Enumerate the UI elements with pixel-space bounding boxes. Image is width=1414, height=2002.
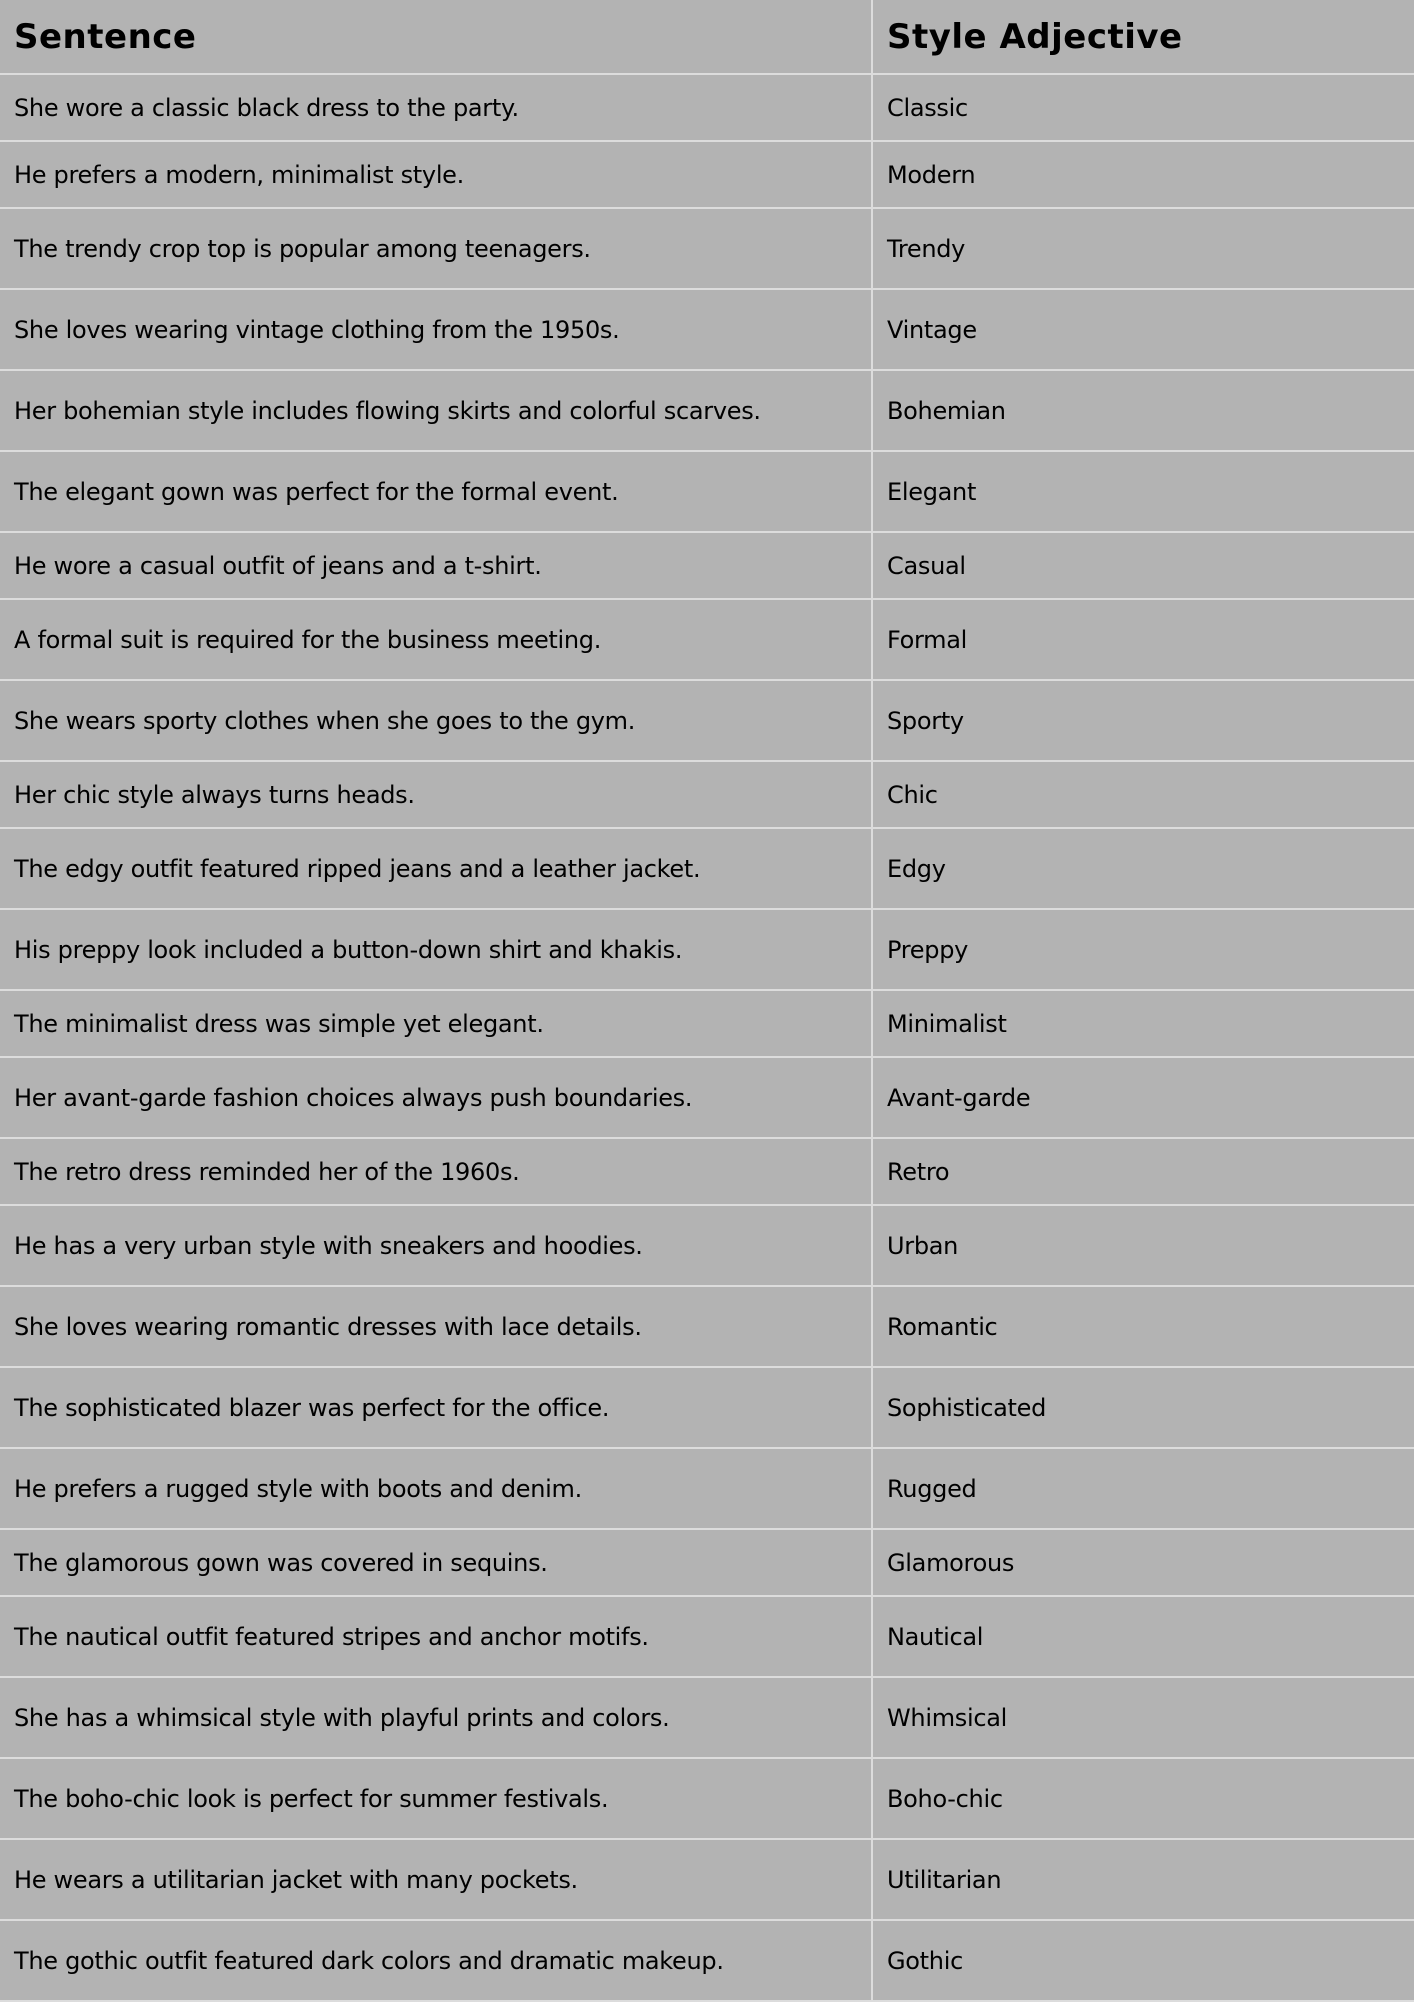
table-row [0, 990, 1414, 1057]
style-adjective-cell: Chic [872, 761, 1414, 828]
table-row [0, 1596, 1414, 1677]
sentence-cell: The boho-chic look is perfect for summer festivals. [0, 1758, 872, 1839]
style-adjective-cell: Preppy [872, 909, 1414, 990]
style-adjective-cell: Elegant [872, 451, 1414, 532]
sentence-cell: He prefers a rugged style with boots and denim. [0, 1448, 872, 1529]
style-adjective-cell: Retro [872, 1138, 1414, 1205]
style-adjective-cell: Edgy [872, 828, 1414, 909]
sentence-cell: The elegant gown was perfect for the formal event. [0, 451, 872, 532]
table-row [0, 1839, 1414, 1920]
sentence-cell: Her chic style always turns heads. [0, 761, 872, 828]
header-row [0, 0, 1414, 74]
style-adjective-cell: Gothic [872, 1920, 1414, 2001]
style-adjective-cell: Modern [872, 141, 1414, 208]
table-row [0, 1529, 1414, 1596]
style-adjective-cell: Glamorous [872, 1529, 1414, 1596]
column-header-sentence: Sentence [0, 0, 872, 74]
table-row [0, 1448, 1414, 1529]
style-adjective-cell: Whimsical [872, 1677, 1414, 1758]
style-adjective-cell: Vintage [872, 289, 1414, 370]
style-adjective-cell: Nautical [872, 1596, 1414, 1677]
table-row [0, 532, 1414, 599]
style-adjective-cell: Urban [872, 1205, 1414, 1286]
table-row [0, 761, 1414, 828]
table-row [0, 370, 1414, 451]
table-row [0, 1677, 1414, 1758]
style-adjective-cell: Minimalist [872, 990, 1414, 1057]
column-header-style-adjective: Style Adjective [872, 0, 1414, 74]
sentence-cell: He prefers a modern, minimalist style. [0, 141, 872, 208]
style-adjective-cell: Sporty [872, 680, 1414, 761]
sentence-cell: The minimalist dress was simple yet elegant. [0, 990, 872, 1057]
table-body [0, 74, 1414, 2001]
table-row [0, 828, 1414, 909]
table-row [0, 1920, 1414, 2001]
style-adjective-cell: Boho-chic [872, 1758, 1414, 1839]
table-row [0, 74, 1414, 141]
sentence-cell: She loves wearing romantic dresses with lace details. [0, 1286, 872, 1367]
table-row [0, 1286, 1414, 1367]
table-row [0, 208, 1414, 289]
style-adjective-cell: Bohemian [872, 370, 1414, 451]
sentence-cell: She loves wearing vintage clothing from the 1950s. [0, 289, 872, 370]
sentence-cell: She wears sporty clothes when she goes to the gym. [0, 680, 872, 761]
table-row [0, 289, 1414, 370]
style-adjective-cell: Trendy [872, 208, 1414, 289]
style-adjective-cell: Sophisticated [872, 1367, 1414, 1448]
table-row [0, 1367, 1414, 1448]
sentence-cell: He wore a casual outfit of jeans and a t-shirt. [0, 532, 872, 599]
table-row [0, 909, 1414, 990]
style-adjective-cell: Romantic [872, 1286, 1414, 1367]
sentence-cell: Her avant-garde fashion choices always push boundaries. [0, 1057, 872, 1138]
style-adjective-cell: Rugged [872, 1448, 1414, 1529]
table-row [0, 1057, 1414, 1138]
sentence-cell: His preppy look included a button-down shirt and khakis. [0, 909, 872, 990]
style-adjective-cell: Classic [872, 74, 1414, 141]
table-row [0, 1138, 1414, 1205]
sentence-cell: The nautical outfit featured stripes and anchor motifs. [0, 1596, 872, 1677]
sentence-cell: The sophisticated blazer was perfect for the office. [0, 1367, 872, 1448]
sentence-cell: The trendy crop top is popular among teenagers. [0, 208, 872, 289]
table-row [0, 451, 1414, 532]
table-row [0, 599, 1414, 680]
sentence-cell: A formal suit is required for the business meeting. [0, 599, 872, 680]
table-row [0, 1205, 1414, 1286]
sentence-cell: Her bohemian style includes flowing skirts and colorful scarves. [0, 370, 872, 451]
table-row [0, 680, 1414, 761]
style-adjective-cell: Casual [872, 532, 1414, 599]
sentence-cell: The edgy outfit featured ripped jeans and a leather jacket. [0, 828, 872, 909]
table-row [0, 141, 1414, 208]
style-adjective-cell: Formal [872, 599, 1414, 680]
sentence-cell: She has a whimsical style with playful prints and colors. [0, 1677, 872, 1758]
sentence-cell: He wears a utilitarian jacket with many pockets. [0, 1839, 872, 1920]
style-adjective-cell: Avant-garde [872, 1057, 1414, 1138]
sentence-cell: He has a very urban style with sneakers and hoodies. [0, 1205, 872, 1286]
sentence-cell: She wore a classic black dress to the party. [0, 74, 872, 141]
sentence-cell: The glamorous gown was covered in sequins. [0, 1529, 872, 1596]
style-adjective-cell: Utilitarian [872, 1839, 1414, 1920]
table-row [0, 1758, 1414, 1839]
sentence-cell: The gothic outfit featured dark colors and dramatic makeup. [0, 1920, 872, 2001]
sentence-cell: The retro dress reminded her of the 1960s. [0, 1138, 872, 1205]
